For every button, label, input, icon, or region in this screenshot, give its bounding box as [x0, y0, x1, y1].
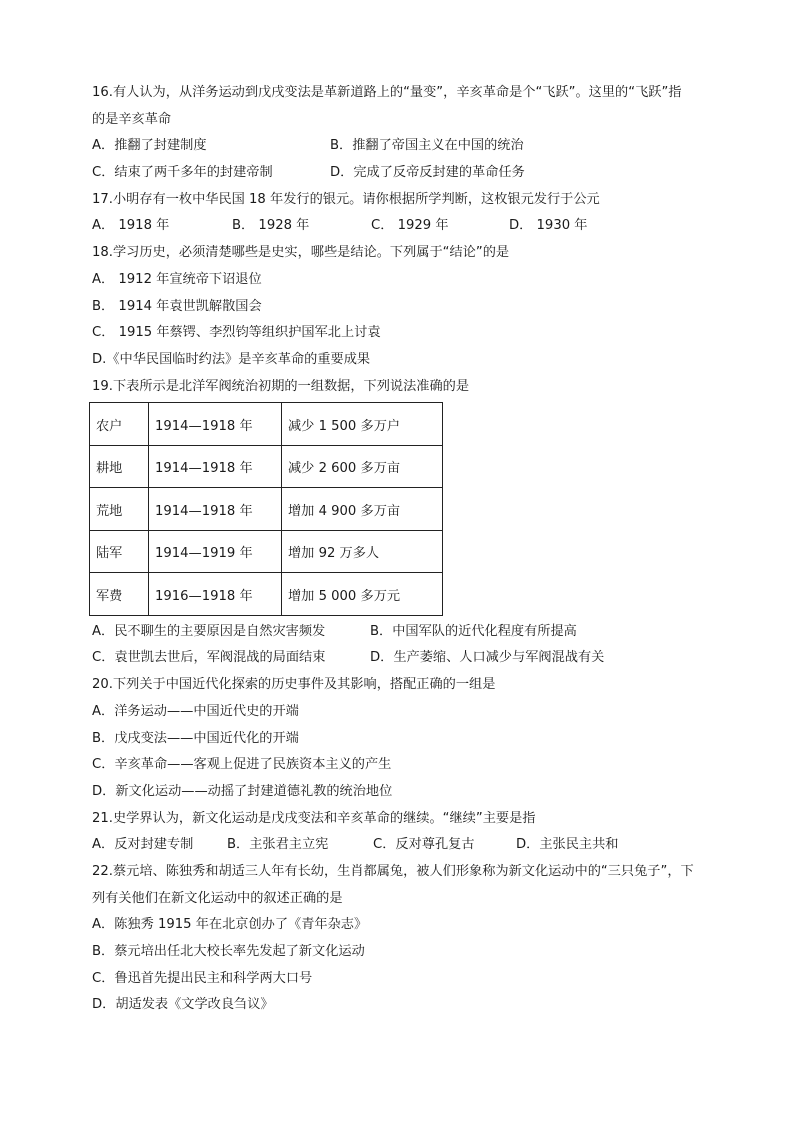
table-cell: 减少 1 500 多万户 — [282, 403, 443, 446]
q17-option-a: A． 1918 年 — [92, 218, 170, 234]
q16-stem-line2: 的是辛亥革命 — [92, 111, 172, 127]
q19-options-row2 — [92, 645, 742, 672]
q21-stem: 21.史学界认为，新文化运动是戊戌变法和辛亥革命的继续。“继续”主要是指 — [92, 810, 536, 826]
q17-options — [92, 213, 742, 240]
q16-options-row2 — [92, 160, 742, 187]
q17-option-d: D． 1930 年 — [509, 218, 588, 234]
q22-option-b: B．蔡元培出任北大校长率先发起了新文化运动 — [92, 944, 365, 959]
q21-options — [92, 832, 742, 859]
q17-option-b: B． 1928 年 — [232, 218, 310, 234]
q22-option-c: C．鲁迅首先提出民主和科学两大口号 — [92, 970, 313, 986]
q21-option-a: A．反对封建专制 — [92, 837, 194, 853]
q19-stem: 19.下表所示是北洋军阀统治初期的一组数据，下列说法准确的是 — [92, 378, 470, 394]
q20-option-a: A．洋务运动——中国近代史的开端 — [92, 703, 299, 719]
q22-option-d: D．胡适发表《文学改良刍议》 — [92, 997, 274, 1013]
q21-option-b: B．主张君主立宪 — [227, 837, 329, 853]
q22-stem-line2: 列有关他们在新文化运动中的叙述正确的是 — [92, 890, 343, 906]
table-cell: 增加 92 万多人 — [282, 530, 443, 573]
table-row — [90, 573, 443, 616]
q20-stem: 20.下列关于中国近代化探索的历史事件及其影响，搭配正确的一组是 — [92, 677, 496, 693]
q16-stem-line1: 16.有人认为，从洋务运动到戊戌变法是革新道路上的“量变”，辛亥革命是个“飞跃”。这里的“飞跃”指 — [92, 85, 682, 100]
table-cell: 荒地 — [90, 488, 149, 531]
q19-options-row1 — [92, 619, 742, 646]
q19-option-c: C．袁世凯去世后，军阀混战的局面结束 — [92, 650, 326, 666]
table-cell: 1914—1918 年 — [149, 488, 282, 531]
table-row — [90, 445, 443, 488]
q16-option-b: B．推翻了帝国主义在中国的统治 — [330, 138, 524, 154]
q20-option-d: D．新文化运动——动摇了封建道德礼教的统治地位 — [92, 783, 393, 799]
q17-option-c: C． 1929 年 — [371, 218, 449, 234]
q18-option-d: D.《中华民国临时约法》是辛亥革命的重要成果 — [92, 351, 371, 367]
q18-option-a: A． 1912 年宣统帝下诏退位 — [92, 271, 262, 287]
table-cell: 1914—1919 年 — [149, 530, 282, 573]
q21-option-c: C．反对尊孔复古 — [373, 837, 475, 853]
q18-option-b: B． 1914 年袁世凯解散国会 — [92, 298, 262, 314]
q19-option-b: B．中国军队的近代化程度有所提高 — [370, 623, 577, 639]
q18-stem: 18.学习历史，必须清楚哪些是史实，哪些是结论。下列属于“结论”的是 — [92, 245, 510, 261]
table-cell: 1914—1918 年 — [149, 445, 282, 488]
table-cell: 增加 5 000 多万元 — [282, 573, 443, 616]
q16-options-row1 — [92, 133, 742, 160]
q22-stem-line1: 22.蔡元培、陈独秀和胡适三人年有长幼，生肖都属兔，被人们形象称为新文化运动中的“三只兔子”，下 — [92, 863, 694, 879]
q16-option-c: C．结束了两千多年的封建帝制 — [92, 165, 273, 181]
table-cell: 军费 — [90, 573, 149, 616]
table-cell: 1916—1918 年 — [149, 573, 282, 616]
table-cell: 1914—1918 年 — [149, 403, 282, 446]
q18-option-c: C． 1915 年蔡锷、李烈钧等组织护国军北上讨袁 — [92, 325, 381, 341]
table-cell: 减少 2 600 多万亩 — [282, 445, 443, 488]
q21-option-d: D．主张民主共和 — [516, 837, 619, 853]
q16-option-a: A．推翻了封建制度 — [92, 138, 207, 154]
table-row — [90, 488, 443, 531]
table-cell: 陆军 — [90, 530, 149, 573]
q20-option-b: B．戊戌变法——中国近代化的开端 — [92, 730, 299, 746]
q20-option-c: C．辛亥革命——客观上促进了民族资本主义的产生 — [92, 757, 392, 773]
q17-stem: 17.小明存有一枚中华民国 18 年发行的银元。请你根据所学判断，这枚银元发行于公元 — [92, 191, 600, 207]
q22-option-a: A．陈独秀 1915 年在北京创办了《青年杂志》 — [92, 917, 368, 933]
q16-option-d: D．完成了反帝反封建的革命任务 — [330, 165, 525, 181]
exam-page — [92, 80, 742, 1019]
table-cell: 农户 — [90, 403, 149, 446]
q19-data-table — [89, 402, 443, 616]
q19-option-d: D．生产萎缩、人口减少与军阀混战有关 — [370, 650, 605, 666]
q19-option-a: A．民不聊生的主要原因是自然灾害频发 — [92, 623, 326, 639]
table-cell: 耕地 — [90, 445, 149, 488]
table-row — [90, 403, 443, 446]
table-row — [90, 530, 443, 573]
table-cell: 增加 4 900 多万亩 — [282, 488, 443, 531]
